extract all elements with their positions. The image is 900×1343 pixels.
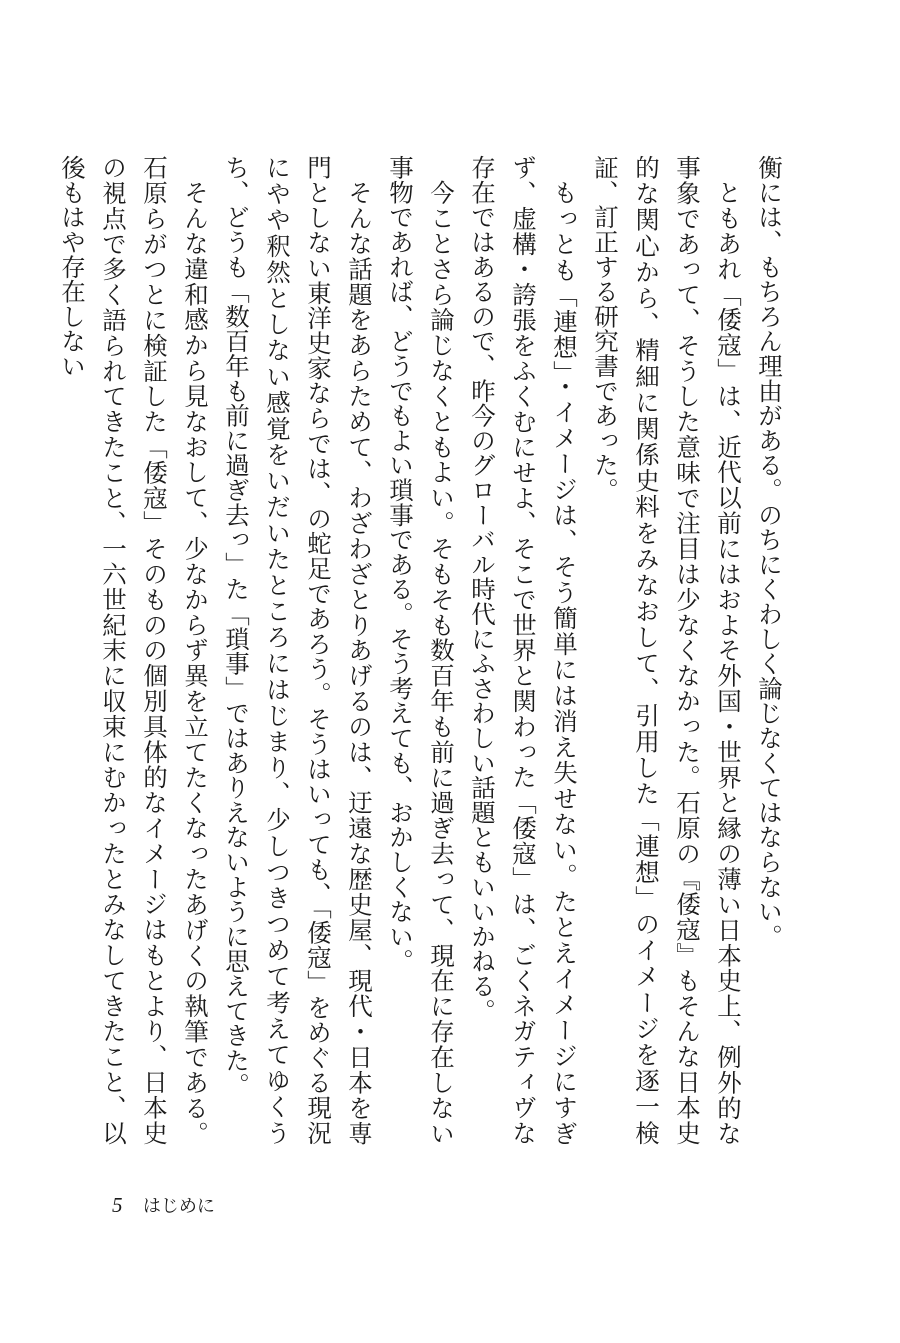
paragraph-1: 衡には、もちろん理由がある。のちにくわしく論じなくてはならない。 xyxy=(755,155,784,949)
paragraph-3: もっとも「連想」・イメージは、そう簡単には消え失せない。たとえイメージにすぎず、虚構・誇張をふくむにせよ、そこで世界と関わった「倭寇」は、ごくネガティヴな存在ではあるので、昨今のグローバル時代にふさわしい話題ともいいかねる。 xyxy=(468,155,579,1145)
paragraph-5: そんな話題をあらためて、わざわざとりあげるのは、迂遠な歴史屋、現代・日本を専門としない東洋史家ならでは、の蛇足であろう。そうはいっても、「倭寇」をめぐる現況にやや釈然としない感覚をいだいたところにはじまり、少しつきつめて考えてゆくうち、どうも「数百年も前に過ぎ去っ」た「瑣事」ではありえないように思えてきた。 xyxy=(222,155,374,1145)
page-footer xyxy=(112,1193,215,1219)
paragraph-2: ともあれ「倭寇」は、近代以前にはおよそ外国・世界と縁の薄い日本史上、例外的な事象であって、そうした意味で注目は少なくなかった。石原の『倭寇』もそんな日本史的な関心から、精細に関係史料をみなおして、引用した「連想」のイメージを逐一検証、訂正する研究書であった。 xyxy=(591,155,743,1145)
vertical-body-text xyxy=(58,155,790,1145)
page-number: 5 xyxy=(112,1193,123,1217)
running-header: はじめに xyxy=(142,1196,215,1217)
paragraph-6: そんな違和感から見なおして、少なからず異を立てたくなったあげくの執筆である。石原らがつとに検証した「倭寇」そのものの個別具体的なイメージはもとより、日本史の視点で多く語られてきたこと、一六世紀末に収束にむかったとみなしてきたこと、以後もはや存在しない xyxy=(58,155,210,1145)
paragraph-4: 今ことさら論じなくともよい。そもそも数百年も前に過ぎ去って、現在に存在しない事物であれば、どうでもよい瑣事である。そう考えても、おかしくない。 xyxy=(386,155,456,1145)
